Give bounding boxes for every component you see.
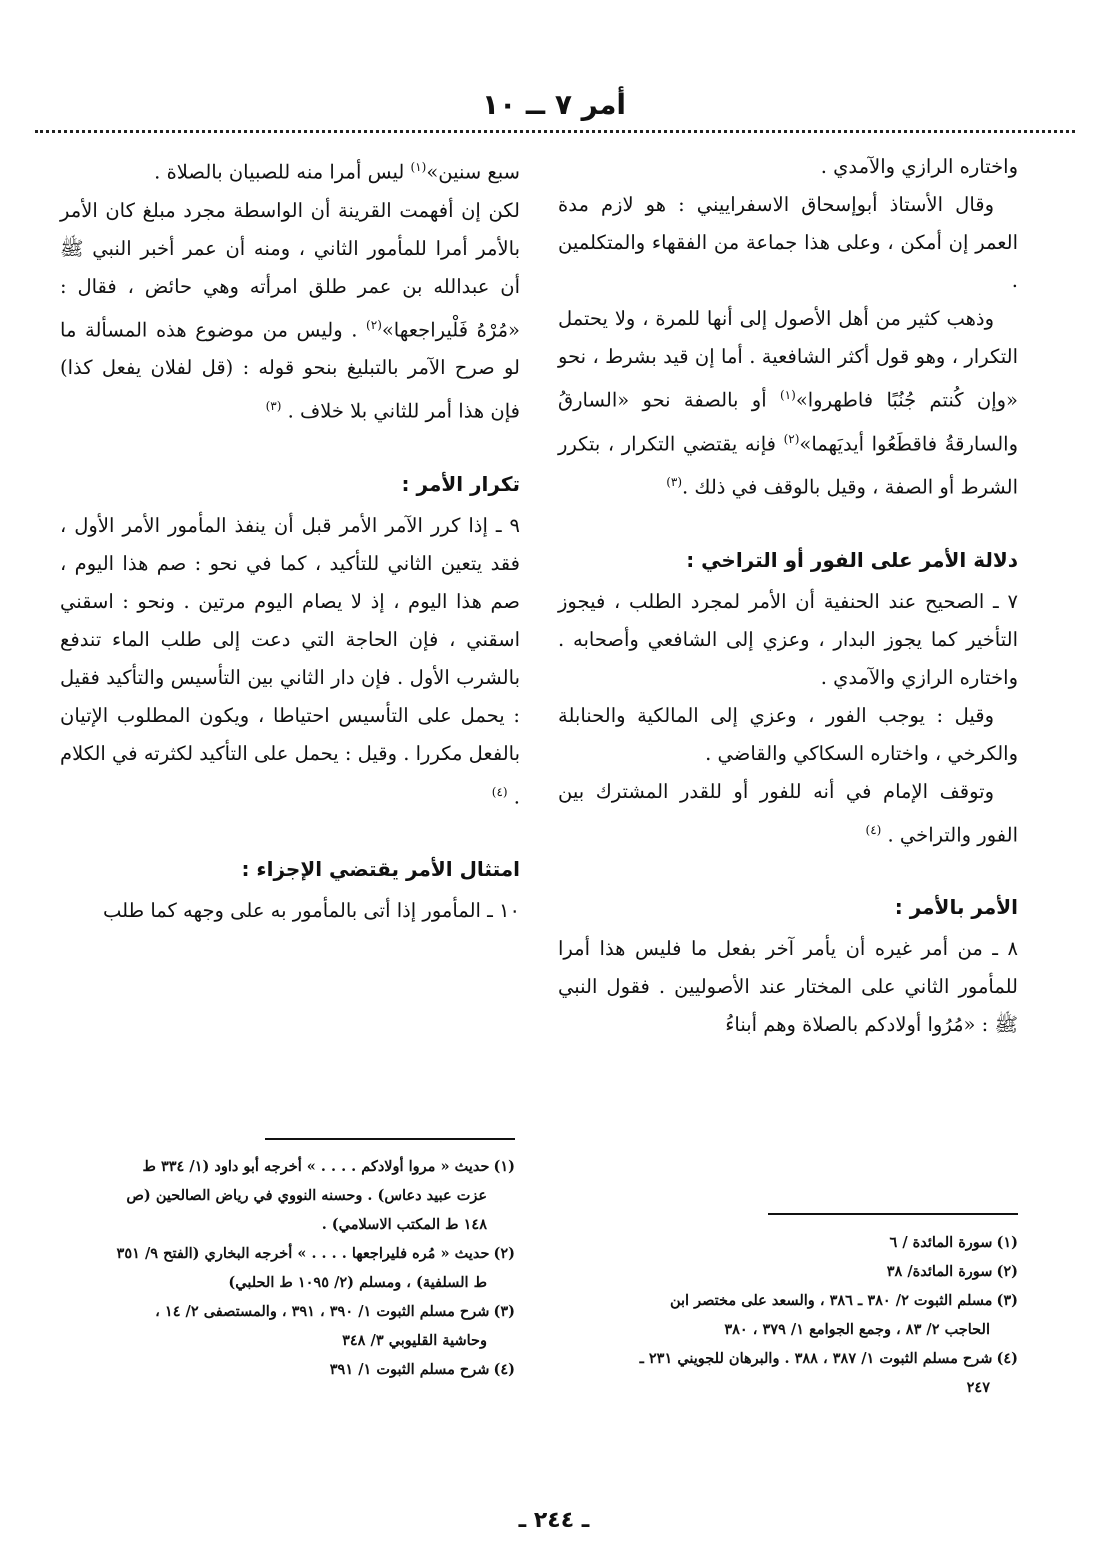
footnote-ref: (٢) (366, 317, 382, 332)
footnote-item (60, 1239, 515, 1297)
footnote-number: (٢) (493, 1245, 515, 1262)
left-paragraph-3-text: ٩ ـ إذا كرر الآمر الأمر قبل أن ينفذ المأمور الأمر الأول ، فقد يتعين الثاني للتأكيد ، كما في نحو : صم هذا اليوم ، صم هذا اليوم ، إذ لا يصام اليوم مرتين . ونحو : اسقني اسقني ، فإن الحاجة التي دعت إلى طلب الماء تندفع بالشرب الأول . فإن دار الثاني بين التأسيس والتأكيد فقيل : يحمل على التأسيس احتياطا ، ويكون المطلوب الإتيان بالفعل مكررا . وقيل : يحمل على التأكيد لكثرته في الكلام . (60, 513, 520, 808)
left-column (60, 148, 520, 930)
footnote-item (548, 1344, 1018, 1402)
footnote-ref: (٣) (265, 399, 282, 413)
footnote-ref: (٤) (865, 822, 882, 837)
right-paragraph-4: ٧ ـ الصحيح عند الحنفية أن الأمر لمجرد الطلب ، فيجوز التأخير كما يجوز البدار ، وعزي إلى الشافعي وأصحابه . واختاره الرازي والآمدي . (558, 589, 1018, 689)
footnote-number: (١) (493, 1158, 515, 1175)
footnote-ref: (٤) (491, 784, 508, 799)
footnote-text: شرح مسلم الثبوت ١/ ٣٨٧ ، ٣٨٨ . والبرهان للجويني ٢٣١ ـ (639, 1350, 993, 1367)
footnote-item (60, 1297, 515, 1355)
footnote-rule-right (768, 1213, 1018, 1215)
footnote-text-continued: وحاشية القليوبي ٣/ ٣٤٨ (342, 1332, 487, 1349)
footnote-text: سورة المائدة/ ٣٨ (886, 1263, 993, 1280)
right-paragraph-5: وقيل : يوجب الفور ، وعزي إلى المالكية والحنابلة والكرخي ، واختاره السكاكي والقاضي . (558, 703, 1018, 765)
footnote-ref: (١) (410, 160, 427, 174)
right-paragraph-6-text: وتوقف الإمام في أنه للفور أو للقدر المشترك بين الفور والتراخي . (558, 779, 1018, 846)
left-paragraph-4: ١٠ ـ المأمور إذا أتى بالمأمور به على وجهه كما طلب (103, 899, 520, 922)
footnote-text: حديث « مُره فليراجعها . . . . » أخرجه البخاري (الفتح ٩/ ٣٥١ (116, 1245, 490, 1262)
page-number: ـ ٢٤٤ ـ (518, 1508, 590, 1533)
footnote-number: (١) (996, 1234, 1018, 1251)
left-paragraph-1-text-a: سبع سنين» (426, 160, 520, 184)
footnote-item (60, 1355, 515, 1384)
footnote-number: (٢) (996, 1263, 1018, 1280)
footnotes-right (548, 1228, 1018, 1402)
left-paragraph-2 (60, 192, 520, 431)
footnote-text-continued: عزت عبيد دعاس) . وحسنه النووي في رياض الصالحين (ص (126, 1187, 487, 1204)
footnote-text-continued: الحاجب ٢/ ٨٣ ، وجمع الجوامع ١/ ٣٧٩ ، ٣٨٠ (724, 1321, 990, 1338)
footnote-text: مسلم الثبوت ٢/ ٣٨٠ ـ ٣٨٦ ، والسعد على مختصر ابن (669, 1292, 993, 1309)
footnote-text-continued: ٢٤٧ (966, 1379, 990, 1396)
footnotes-left (60, 1152, 515, 1384)
right-paragraph-7: ٨ ـ من أمر غيره أن يأمر آخر بفعل ما فليس هذا أمرا للمأمور الثاني على المختار عند الأصوليين . فقول النبي ﷺ : «مُرُوا أولادكم بالصلاة وهم أبناءُ (558, 937, 1018, 1036)
right-paragraph-1: واختاره الرازي والآمدي . (820, 155, 1018, 178)
footnote-rule-left (265, 1138, 515, 1140)
right-column (558, 148, 1018, 1044)
footnote-number: (٣) (493, 1303, 515, 1320)
footnote-number: (٤) (493, 1361, 515, 1378)
right-paragraph-6 (558, 773, 1018, 855)
section-heading-immediacy: دلالة الأمر على الفور أو التراخي : (686, 547, 1018, 572)
footnote-text: شرح مسلم الثبوت ١/ ٣٩٠ ، ٣٩١ ، والمستصفى ٢/ ١٤ ، (155, 1303, 490, 1320)
footnote-text-continued: ط السلفية) ، ومسلم (٢/ ١٠٩٥ ط الحلبي) (228, 1274, 487, 1291)
footnote-item (548, 1257, 1018, 1286)
footnote-ref: (١) (779, 388, 796, 402)
section-heading-command-to-command: الأمر بالأمر : (894, 895, 1018, 919)
footnote-item (548, 1228, 1018, 1257)
left-paragraph-3 (60, 507, 520, 817)
section-heading-repetition: تكرار الأمر : (401, 471, 520, 496)
left-paragraph-2-text-a: لكن إن أفهمت القرينة أن الواسطة مجرد مبلغ كان الأمر بالأمر أمرا للمأمور الثاني ، ومنه أن عمر أخبر النبي ﷺ أن عبدالله بن عمر طلق امرأته وهي حائض ، فقال : «مُرْهُ فَلْيراجعها» (60, 198, 521, 341)
right-paragraph-3-text-c: فإنه يقتضي التكرار ، بتكرر الشرط أو الصفة ، وقيل بالوقف في ذلك . (558, 432, 1018, 499)
footnote-text: حديث « مروا أولادكم . . . . » أخرجه أبو داود (١/ ٣٣٤ ط (142, 1158, 490, 1175)
left-paragraph-1 (60, 148, 520, 192)
right-paragraph-2: وقال الأستاذ أبوإسحاق الاسفراييني : هو لازم مدة العمر إن أمكن ، وعلى هذا جماعة من الفقهاء والمتكلمين . (558, 193, 1018, 292)
footnote-item (60, 1152, 515, 1239)
footnote-item (548, 1286, 1018, 1344)
header-dotted-rule (35, 130, 1075, 133)
section-heading-compliance: امتثال الأمر يقتضي الإجزاء : (241, 857, 520, 881)
left-paragraph-1-text-b: ليس أمرا منه للصبيان بالصلاة . (154, 160, 411, 184)
footnote-ref: (٢) (783, 431, 800, 446)
footnote-text: سورة المائدة / ٦ (889, 1234, 993, 1251)
left-paragraph-2-text-b: . وليس من موضوع هذه المسألة ما لو صرح الآمر بالتبليغ بنحو قوله : (قل لفلان يفعل كذا) فإن هذا أمر للثاني بلا خلاف . (60, 318, 520, 423)
footnote-number: (٣) (996, 1292, 1018, 1309)
footnote-number: (٤) (996, 1350, 1018, 1367)
footnote-text: شرح مسلم الثبوت ١/ ٣٩١ (329, 1361, 490, 1378)
right-paragraph-3-text-a: وذهب كثير من أهل الأصول إلى أنها للمرة ، ولا يحتمل التكرار ، وهو قول أكثر الشافعية . أما إن قيد بشرط ، نحو «وإن كُنتم جُنُبًا فاطهروا» (558, 307, 1018, 412)
right-paragraph-3 (558, 300, 1018, 507)
footnote-text-continued: ١٤٨ ط المكتب الاسلامي) . (321, 1216, 487, 1233)
page-header-title: أمر ٧ ــ ١٠ (481, 88, 627, 121)
footnote-ref: (٣) (666, 475, 683, 489)
right-paragraph-3-text-b: أو بالصفة نحو «السارقُ والسارقةُ فاقطَعُوا أيديَهما» (558, 388, 1019, 455)
